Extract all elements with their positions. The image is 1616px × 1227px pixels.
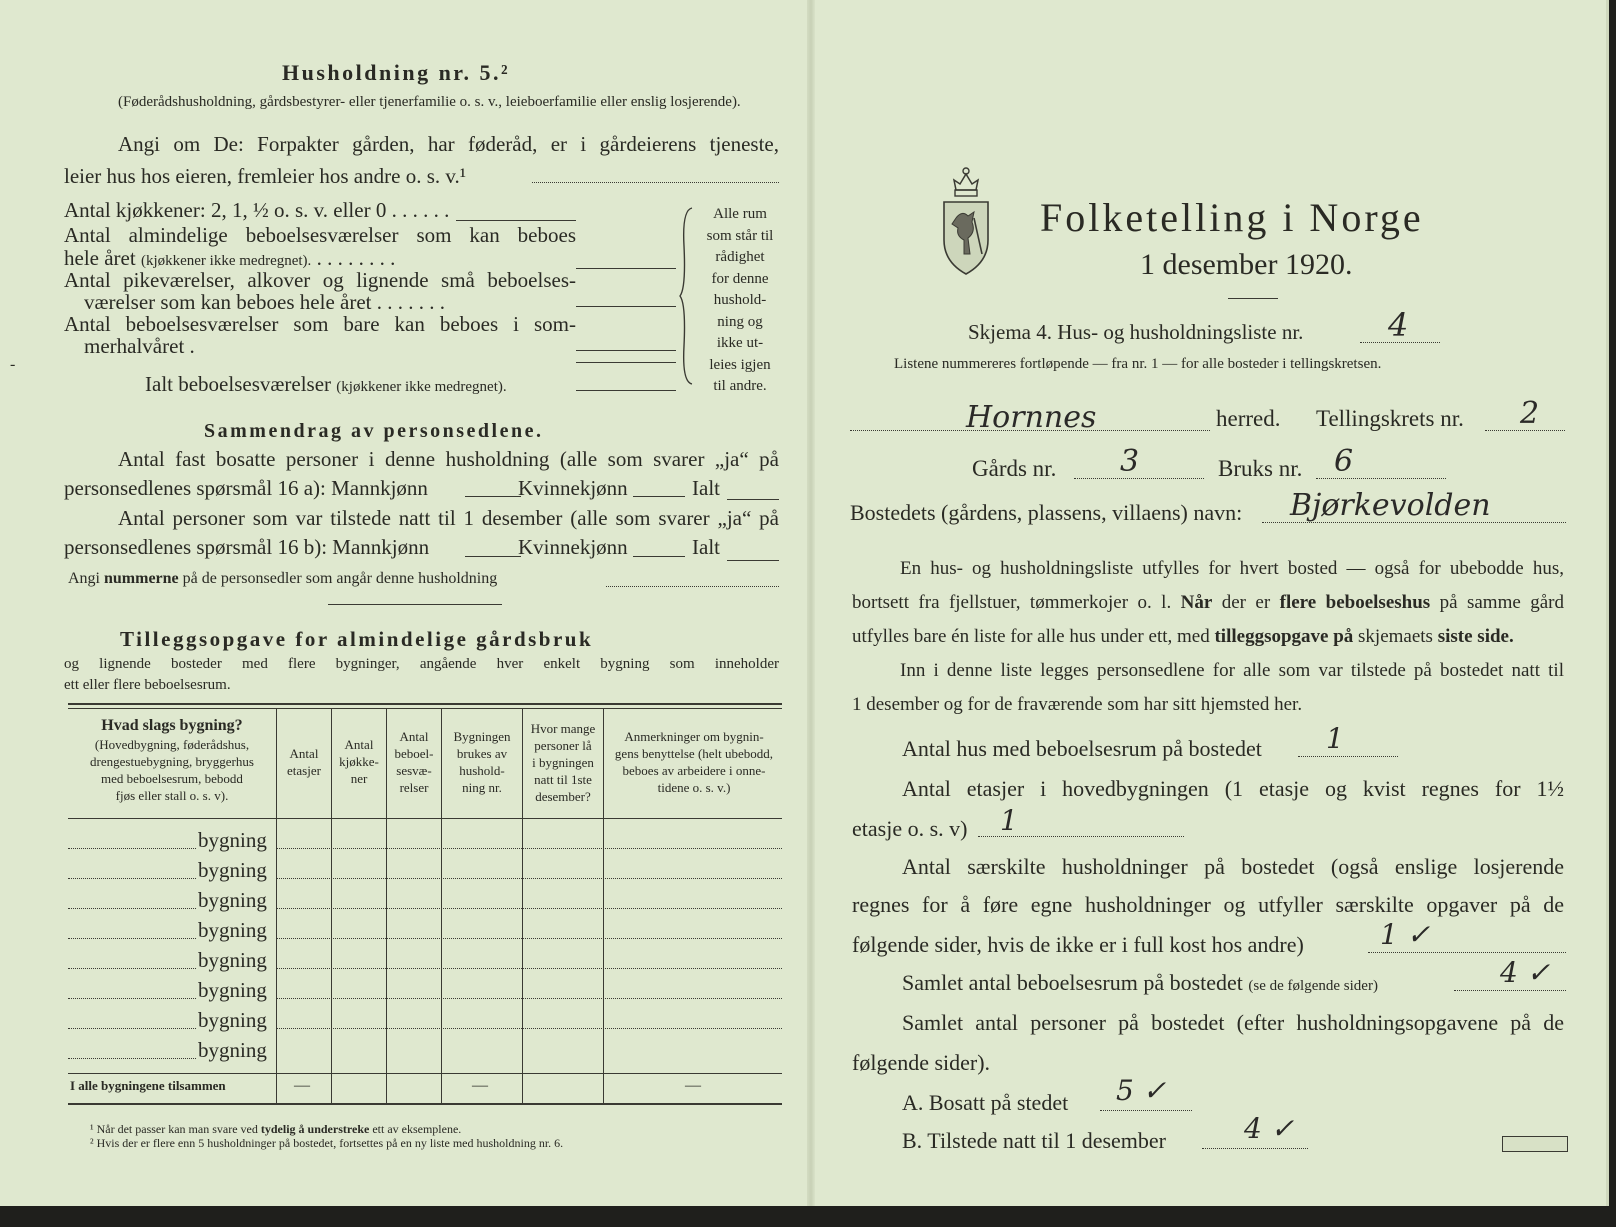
footnote-1-post: ett av eksemplene. bbox=[372, 1122, 462, 1136]
footnote-1-pre: ¹ Når det passer kan man svare ved bbox=[90, 1122, 258, 1136]
row-label: bygning bbox=[198, 918, 267, 942]
listene-note: Listene nummereres fortløpende — fra nr. 1 — for alle bosteder i tellingskretsen. bbox=[894, 356, 1382, 372]
farm-subtitle-2: ett eller flere beboelsesrum. bbox=[64, 677, 231, 693]
q-b-line bbox=[1202, 1148, 1308, 1149]
rooms2-line bbox=[576, 306, 676, 307]
instruction-1c-pre: utfylles bare én liste for alle hus under ett, med bbox=[852, 626, 1210, 647]
mann1-line bbox=[465, 496, 521, 497]
row-line bbox=[68, 1028, 196, 1029]
q-hus-value: 1 bbox=[1326, 722, 1344, 755]
nummerne-post: på de personsedler som angår denne husholdning bbox=[182, 570, 498, 587]
row-line bbox=[276, 1028, 782, 1029]
total-rooms-label: Ialt beboelsesværelser bbox=[145, 372, 332, 396]
col-divider bbox=[276, 708, 277, 1103]
row-line bbox=[276, 938, 782, 939]
title-divider bbox=[1228, 298, 1278, 299]
krets-label: Tellingskrets nr. bbox=[1316, 406, 1464, 431]
nummerne-line bbox=[606, 586, 779, 587]
summary-title: Sammendrag av personsedlene. bbox=[204, 420, 544, 442]
household-subtitle: (Føderådshusholdning, gårdsbestyrer- eller tjenerfamilie o. s. v., leieboerfamilie eller enslig losjerende). bbox=[118, 94, 741, 110]
krets-line bbox=[1485, 430, 1565, 431]
herred-label: herred. bbox=[1216, 406, 1281, 431]
ialt2-line bbox=[727, 560, 779, 561]
row-line bbox=[68, 968, 196, 969]
header-personer: Hvor mange personer lå i bygningen natt til 1ste desember? bbox=[530, 721, 596, 804]
ialt1-line bbox=[727, 499, 779, 500]
skjema-label: Skjema 4. Hus- og husholdningsliste nr. bbox=[968, 320, 1304, 344]
herred-value: Hornnes bbox=[966, 400, 1097, 435]
instruction-2a: Inn i denne liste legges personsedlene for alle som var tilstede på bostedet natt til bbox=[900, 660, 1564, 681]
total-rooms-note: (kjøkkener ikke medregnet). bbox=[336, 379, 507, 395]
gards-value: 3 bbox=[1120, 444, 1140, 479]
document-title: Folketelling i Norge bbox=[1040, 195, 1424, 240]
row-line bbox=[276, 878, 782, 879]
header-kjokkener: Antal kjøkke- ner bbox=[339, 737, 379, 786]
q-hush-a: Antal særskilte husholdninger på bostedet (også enslige losjerende bbox=[902, 854, 1564, 879]
row-line bbox=[68, 848, 196, 849]
q-hush-b: regnes for å føre egne husholdninger og utfyller særskilte opgaver på de bbox=[852, 892, 1564, 917]
kvinne2-line bbox=[633, 556, 685, 557]
col-divider bbox=[603, 708, 604, 1103]
table-top-rule-2 bbox=[68, 708, 782, 709]
row-line bbox=[68, 878, 196, 879]
total-row-label: I alle bygningene tilsammen bbox=[70, 1078, 226, 1093]
instruction-1b-pre: bortsett fra fjellstuer, tømmerkojer o. l. bbox=[852, 592, 1172, 613]
kvinne1-label: Kvinnekjønn bbox=[518, 476, 628, 500]
header-anmerkninger: Anmerkninger om bygnin- gens benyttelse (helt ubebodd, beboes av arbeidere i onne- tidene o. s. v.) bbox=[614, 729, 774, 795]
row-label: bygning bbox=[198, 888, 267, 912]
nummerne-pre: Angi bbox=[68, 570, 100, 587]
rooms2-line-b: værelser som kan beboes hele året . . . . . . . bbox=[84, 290, 445, 314]
ialt1-label: Ialt bbox=[692, 476, 720, 500]
q-a-label: A. Bosatt på stedet bbox=[902, 1090, 1069, 1115]
row-line bbox=[68, 998, 196, 999]
mann2-line bbox=[465, 556, 521, 557]
summary-line-1: Antal fast bosatte personer i denne husholdning (alle som svarer „ja“ på bbox=[118, 447, 779, 471]
header-beboelsesvaerelser: Antal beboel- sesvæ- relser bbox=[394, 729, 434, 795]
row-label: bygning bbox=[198, 1008, 267, 1032]
q-hush-value: 1 ✓ bbox=[1380, 918, 1431, 951]
instruction-1c-bold2: siste side. bbox=[1437, 626, 1514, 647]
angi-line-1: Angi om De: Forpakter gården, har føderåd, er i gårdeierens tjeneste, bbox=[118, 132, 779, 156]
margin-mark: - bbox=[10, 356, 16, 373]
instruction-1c-mid: skjemaets bbox=[1358, 626, 1433, 647]
page-fold bbox=[807, 0, 815, 1206]
rooms3-line-2 bbox=[576, 362, 676, 363]
kitchens-label: Antal kjøkkener: 2, 1, ½ o. s. v. eller 0 . . . . . . bbox=[64, 198, 450, 222]
rooms1-line-a: Antal almindelige beboelsesværelser som kan beboes bbox=[64, 223, 576, 247]
row-line bbox=[68, 938, 196, 939]
krets-value: 2 bbox=[1520, 396, 1540, 431]
instruction-2b: 1 desember og for de fraværende som har sitt hjemsted her. bbox=[852, 694, 1303, 715]
row-line bbox=[68, 1058, 196, 1059]
q-a-line bbox=[1100, 1110, 1192, 1111]
bosted-label: Bostedets (gårdens, plassens, villaens) navn: bbox=[850, 500, 1243, 525]
rooms3-line-a: Antal beboelsesværelser som bare kan beboes i som- bbox=[64, 312, 576, 336]
total-dash-anmerkninger: — bbox=[685, 1077, 701, 1094]
q-rum-label: Samlet antal beboelsesrum på bostedet bbox=[902, 970, 1243, 995]
row-line bbox=[68, 908, 196, 909]
footnote-1-bold: tydelig å understreke bbox=[260, 1122, 370, 1136]
rooms3-line-b: merhalvåret . bbox=[84, 334, 195, 358]
total-rooms-line bbox=[576, 390, 676, 391]
bosted-line bbox=[1262, 522, 1566, 523]
kvinne1-line bbox=[633, 496, 685, 497]
rooms1-note: (kjøkkener ikke medregnet). bbox=[140, 253, 312, 269]
section-divider bbox=[328, 604, 502, 605]
ialt2-label: Ialt bbox=[692, 535, 720, 559]
instruction-1c-bold: tilleggsopgave på bbox=[1214, 626, 1354, 647]
q-pers-b: følgende sider). bbox=[852, 1050, 991, 1075]
kitchens-line bbox=[456, 220, 576, 221]
q-a-value: 5 ✓ bbox=[1116, 1074, 1167, 1107]
coat-of-arms-icon bbox=[940, 162, 992, 278]
q-rum-value: 4 ✓ bbox=[1500, 956, 1551, 989]
bruks-value: 6 bbox=[1334, 444, 1354, 479]
q-rum-line bbox=[1454, 990, 1566, 991]
q-etasjer-line bbox=[978, 836, 1184, 837]
row-label: bygning bbox=[198, 858, 267, 882]
summary-line-2b: personsedlenes spørsmål 16 b): Mannkjønn bbox=[64, 535, 430, 559]
table-bottom-rule bbox=[68, 1103, 782, 1105]
table-total-rule bbox=[68, 1073, 782, 1074]
brace-note: Alle rum som står til rådighet for denne hushold- ning og ikke ut- leies igjen til andre. bbox=[706, 206, 774, 394]
farm-title: Tilleggsopgave for almindelige gårdsbruk bbox=[120, 627, 594, 651]
instruction-1b-bold: Når bbox=[1180, 592, 1213, 613]
q-pers-a: Samlet antal personer på bostedet (efter husholdningsopgavene på de bbox=[902, 1010, 1564, 1035]
nummerne-bold: nummerne bbox=[104, 570, 179, 587]
instruction-1b-mid: der er bbox=[1221, 592, 1271, 613]
bruks-line bbox=[1316, 478, 1446, 479]
q-hush-line bbox=[1368, 952, 1566, 953]
q-etasjer-value: 1 bbox=[1000, 804, 1018, 837]
angi-line-2: leier hus hos eieren, fremleier hos andre o. s. v.¹ bbox=[64, 164, 467, 188]
header-etasjer: Antal etasjer bbox=[287, 746, 321, 778]
row-line bbox=[276, 998, 782, 999]
q-rum-note: (se de følgende sider) bbox=[1248, 978, 1378, 994]
q-hus-line bbox=[1298, 756, 1398, 757]
gards-line bbox=[1074, 478, 1204, 479]
q-hus-label: Antal hus med beboelsesrum på bostedet bbox=[902, 736, 1262, 761]
col-divider bbox=[441, 708, 442, 1103]
table-top-rule bbox=[68, 703, 782, 705]
header-building-type: Hvad slags bygning? (Hovedbygning, føderådshus, drengestuebygning, bryggerhus med beboelsesrum, bebodd fjøs eller stall o. s. v). bbox=[90, 717, 254, 803]
q-b-label: B. Tilstede natt til 1 desember bbox=[902, 1128, 1166, 1153]
table-header-rule bbox=[68, 818, 782, 819]
summary-line-2: Antal personer som var tilstede natt til 1 desember (alle som svarer „ja“ på bbox=[118, 506, 779, 530]
row-label: bygning bbox=[198, 1038, 267, 1062]
rooms2-line-a: Antal pikeværelser, alkover og lignende små beboelses- bbox=[64, 268, 576, 292]
brace-icon bbox=[678, 206, 696, 386]
printer-stamp-icon bbox=[1502, 1136, 1568, 1152]
summary-line-1b: personsedlenes spørsmål 16 a): Mannkjønn bbox=[64, 476, 428, 500]
rooms1-line-b: hele året bbox=[64, 246, 136, 270]
bruks-label: Bruks nr. bbox=[1218, 456, 1303, 481]
row-label: bygning bbox=[198, 948, 267, 972]
q-hush-c: følgende sider, hvis de ikke er i full kost hos andre) bbox=[852, 932, 1304, 957]
q-b-value: 4 ✓ bbox=[1244, 1112, 1295, 1145]
row-label: bygning bbox=[198, 978, 267, 1002]
row-line bbox=[276, 848, 782, 849]
row-line bbox=[276, 968, 782, 969]
angi-answer-line bbox=[532, 182, 779, 183]
herred-line bbox=[850, 430, 1210, 431]
col-divider bbox=[386, 708, 387, 1103]
q-etasjer-a: Antal etasjer i hovedbygningen (1 etasje og kvist regnes for 1½ bbox=[902, 776, 1564, 801]
census-sheet: Husholdning nr. 5.² (Føderådshusholdning, gårdsbestyrer- eller tjenerfamilie o. s. v., leieboerfamilie eller enslig losjerende). Angi om De: Forpakter gården, har føderåd, er i gårdeierens tjeneste, leier hus hos eieren, fremleier hos andre o. s. v.¹ Antal kjøkkener: 2, 1, ½ o. s. v. eller 0 . . . . . . Antal almindelige beboelsesværelser som kan beboes hele året (kjøkkener ikke medregnet). . . . . . . . . Antal pikeværelser, alkover og lignende små beboelses- værelser som kan beboes hele året . . . . . . . Antal beboelsesværelser som bare kan beboes i som- merhalvåret . Ialt beboelsesværelser (kjøkkener ikke medregnet). Alle rum som står til rådighet for denne hushold- ning og ikke ut- leies igjen til andre. Sammendrag av personsedlene. Antal fast bosatte personer i denne husholdning (alle som svarer „ja“ på personsedlenes spørsmål 16 a): Mannkjønn Kvinnekjønn Ialt Antal personer som var tilstede natt til 1 desember (alle som svarer „ja“ på personsedlenes spørsmål 16 b): Mannkjønn Kvinnekjønn Ialt Angi nummerne på de personsedler som angår denne husholdning Tilleggsopgave for almindelige gårdsbruk og lignende bosteder med flere bygninger, angående hver enkelt bygning som inneholder ett eller flere beboelsesrum. Hvad slags bygning? (Hovedbygning, føderådshus, drengestuebygning, bryggerhus med beboelsesrum, bebodd fjøs eller stall o. s. v). Antal etasjer Antal kjøkke- ner Antal beboel- sesvæ- relser Bygningen brukes av hushold- ning nr. Hvor mange personer lå i bygningen natt til 1ste desember? Anmerkninger om bygnin- gens benyttelse (helt ubebodd, beboes av arbeidere i onne- tidene o. s. v.) bygning bygning bygning bygning bygning bygning bygning bygning I alle bygningene tilsammen — — — ¹ Når det passer kan man svare ved tydelig å understreke ett av eksemplene. ² Hvis der er flere enn 5 husholdninger på bostedet, fortsettes på en ny liste med husholdning nr. 6. Folketelling i Norge 1 desember 1920. Skjema 4. Hus- og husholdningsliste nr. 4 Listene nummereres fortløpende — fra nr. 1 — for alle bosteder i tellingskretsen. Hornnes herred. Tellingskrets nr. 2 Gårds nr. 3 Bruks nr. 6 Bostedets (gårdens, plassens, villaens) navn: Bjørkevolden En hus- og husholdningsliste utfylles for hvert bosted — også for ubebodde hus, bortsett fra fjellstuer, tømmerkojer o. l. Når der er flere beboelseshus på samme gård utfylles bare én liste for alle hus under ett, med tilleggsopgave på skjemaets siste side. Inn i denne liste legges personsedlene for alle som var tilstede på bostedet natt til 1 desember og for de fraværende som har sitt hjemsted her. Antal hus med beboelsesrum på bostedet 1 Antal etasjer i hovedbygningen (1 etasje og kvist regnes for 1½ etasje o. s. v) 1 Antal særskilte husholdninger på bostedet (også enslige losjerende regnes for å føre egne husholdninger og utfyller særskilte opgaver på de følgende sider, hvis de ikke er i full kost hos andre) 1 ✓ Samlet antal beboelsesrum på bostedet (se de følgende sider) 4 ✓ Samlet antal personer på bostedet (efter husholdningsopgavene på de følgende sider). A. Bosatt på stedet 5 ✓ B. Tilstede natt til 1 desember 4 ✓ - bbox=[0, 0, 1609, 1206]
document-date: 1 desember 1920. bbox=[1140, 248, 1353, 281]
bosted-value: Bjørkevolden bbox=[1290, 488, 1491, 523]
footnote-2: ² Hvis der er flere enn 5 husholdninger på bostedet, fortsettes på en ny liste med husholdning nr. 6. bbox=[90, 1136, 564, 1150]
instruction-1b-bold2: flere beboelseshus bbox=[1279, 592, 1431, 613]
total-dash-husholdning: — bbox=[472, 1077, 488, 1094]
skjema-value: 4 bbox=[1388, 306, 1409, 344]
farm-subtitle-1: og lignende bosteder med flere bygninger, angående hver enkelt bygning som inneholder bbox=[64, 656, 779, 672]
instruction-1b-post: på samme gård bbox=[1439, 592, 1564, 613]
col-divider bbox=[522, 708, 523, 1103]
col-divider bbox=[331, 708, 332, 1103]
gards-label: Gårds nr. bbox=[972, 456, 1057, 481]
rooms3-line bbox=[576, 350, 676, 351]
instruction-1a: En hus- og husholdningsliste utfylles for hvert bosted — også for ubebodde hus, bbox=[900, 558, 1564, 579]
row-label: bygning bbox=[198, 828, 267, 852]
skjema-line bbox=[1360, 342, 1440, 343]
household-title: Husholdning nr. 5.² bbox=[282, 60, 511, 85]
header-husholdning: Bygningen brukes av hushold- ning nr. bbox=[453, 729, 511, 795]
total-dash-etasjer: — bbox=[294, 1077, 310, 1094]
kvinne2-label: Kvinnekjønn bbox=[518, 535, 628, 559]
row-line bbox=[276, 908, 782, 909]
q-etasjer-b: etasje o. s. v) bbox=[852, 816, 968, 841]
rooms1-line bbox=[576, 268, 676, 269]
